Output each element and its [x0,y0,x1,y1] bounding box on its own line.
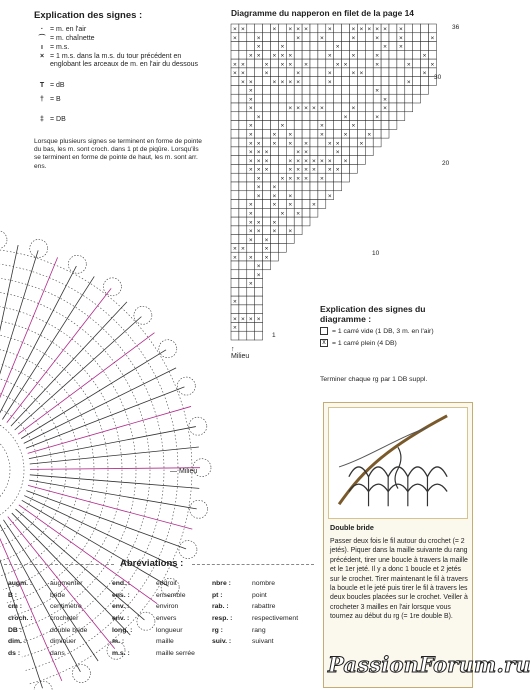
legend-symbol-icon: · [40,26,44,33]
svg-text:×: × [248,210,253,218]
svg-text:×: × [319,131,324,139]
legend-symbol-icon: ı [41,44,43,51]
svg-text:×: × [288,201,293,209]
legend-note: Lorsque plusieurs signes se terminent en forme de pointe du bas, les m. sont croch. dans 1 pt de piqûre. Lorsqu'ils se terminent en forme de pointe de haut, les m. sont arr. ens. [34,138,202,170]
svg-text:×: × [304,26,308,34]
abbr-column [212,578,298,660]
abbr-key: rg : [212,626,223,634]
svg-text:×: × [272,52,277,60]
abbr-key: pt : [212,591,223,599]
abbr-key: ens. : [112,591,130,599]
svg-text:×: × [233,70,237,78]
abbr-key: long. : [112,626,133,634]
legend-symbol-icon: † [40,96,44,103]
svg-text:×: × [248,166,253,174]
abbr-row [8,625,87,637]
svg-text:×: × [280,122,285,130]
svg-text:×: × [375,113,380,121]
diagram-legend-title: Explication des signes du diagramme : [320,304,426,324]
abbr-value: bride [50,591,66,599]
abbr-value: environ [156,603,179,611]
svg-text:×: × [233,298,237,306]
svg-text:×: × [367,131,372,139]
svg-text:×: × [406,78,411,86]
full-square-text: = 1 carré plein (4 DB) [332,339,397,347]
abbr-value: nombre [252,580,276,587]
svg-text:×: × [264,254,269,262]
abbr-value: double bride [50,626,88,634]
legend-symbol-icon: ‡ [40,116,44,123]
svg-text:×: × [296,78,301,86]
svg-text:×: × [256,52,261,60]
double-bride-text: Passer deux fois le fil autour du crochet (= 2 jetés). Piquer dans la maille suivante du rang précédent, tirer une boucle à travers la maille et le 1er jeté. Il y a donc 1 boucle et 2 jetés sur le crochet. Tirer maintenant le fil à travers la boucle et le jeté puis tirer le fil à travers les deux boucles placées sur le crochet. Veiller à crocheter 3 mailles en l'air lorsque vous tournez au début du rg (= 1re double B). [330,538,468,621]
abbreviations-panel [0,548,318,690]
abbr-value: ensemble [156,591,186,599]
abbr-row [112,578,195,590]
svg-text:×: × [233,254,237,262]
svg-text:×: × [240,26,245,34]
abbr-value: respectivement [252,615,299,623]
abbr-key: augm. : [8,580,33,587]
svg-text:×: × [264,166,269,174]
svg-text:×: × [319,122,324,130]
svg-text:×: × [383,26,387,34]
svg-text:×: × [248,78,253,86]
svg-text:×: × [375,87,380,95]
svg-text:×: × [327,52,332,60]
svg-text:×: × [351,105,356,113]
svg-text:×: × [240,61,245,69]
abbr-value: diminuer [50,638,77,646]
abbr-key: m. : [112,638,125,646]
svg-text:×: × [343,113,348,121]
svg-text:×: × [327,26,332,34]
empty-square-text: = 1 carré vide (1 DB, 3 m. en l'air) [332,327,434,335]
svg-text:×: × [288,61,293,69]
legend-text: = m. en l'air [50,26,87,33]
double-bride-illustration [328,407,468,519]
svg-text:×: × [272,228,277,236]
abbr-key: end. : [112,580,131,587]
svg-text:×: × [398,26,403,34]
abbr-key: dim. : [8,638,27,646]
svg-text:×: × [327,192,332,200]
abbr-row [112,590,195,602]
abbr-key: rab. : [212,603,229,611]
svg-text:×: × [327,166,332,174]
svg-text:×: × [248,236,253,244]
svg-text:×: × [335,43,340,51]
abbr-column [8,578,87,660]
svg-text:×: × [256,166,261,174]
svg-text:×: × [280,175,285,183]
milieu-bottom-text: Milieu [231,353,250,360]
abbr-value: longueur [156,626,183,634]
row-number: 10 [372,250,380,257]
legend-row [34,53,200,69]
svg-text:×: × [256,315,261,323]
svg-text:×: × [351,34,356,42]
svg-text:×: × [383,105,387,113]
abbr-divider-right [192,564,314,565]
svg-text:×: × [264,245,269,253]
svg-text:×: × [264,157,269,165]
svg-text:×: × [256,192,261,200]
svg-text:×: × [280,61,285,69]
svg-text:×: × [398,43,403,51]
svg-text:×: × [422,70,427,78]
full-square-legend [320,339,397,347]
svg-text:×: × [248,254,253,262]
svg-text:×: × [280,210,285,218]
svg-text:×: × [248,219,253,227]
abbr-row [112,613,195,625]
svg-text:×: × [264,70,269,78]
svg-text:×: × [296,157,301,165]
abbr-row [8,613,87,625]
legend-row [34,82,200,90]
svg-text:×: × [312,201,316,209]
svg-text:×: × [375,52,380,60]
svg-text:×: × [248,105,253,113]
svg-text:×: × [272,78,277,86]
watermark-logo: PassionForum.ru [328,652,531,677]
svg-text:×: × [319,157,324,165]
svg-text:×: × [280,52,285,60]
legend-symbol-icon: × [39,53,45,60]
empty-square-legend [320,327,434,335]
double-bride-panel [323,402,473,688]
abbr-value: rang [252,626,266,634]
svg-text:×: × [288,131,293,139]
svg-text:×: × [343,131,348,139]
svg-text:×: × [272,140,277,148]
svg-text:×: × [351,26,356,34]
svg-text:×: × [233,245,237,253]
svg-text:×: × [304,149,308,157]
svg-text:×: × [248,122,253,130]
abbr-key: B : [8,591,18,599]
abbr-row [212,625,298,637]
legend-text: = 1 m.s. dans la m.s. du tour précédent en englobant les arceaux de m. en l'air du dessous [50,53,199,68]
svg-text:×: × [240,245,245,253]
svg-text:×: × [319,175,324,183]
abbr-key: croch. : [8,615,33,623]
svg-text:×: × [359,140,364,148]
abbr-value: crocheter [50,615,79,623]
diagram-note: Terminer chaque rg par 1 DB suppl. [320,376,428,383]
abbr-key: m.s. : [112,650,130,658]
svg-text:×: × [351,52,356,60]
svg-text:×: × [398,34,403,42]
svg-text:×: × [256,149,261,157]
abbr-key: ds : [8,650,21,658]
svg-text:×: × [240,70,245,78]
abbr-value: suivant [252,638,274,646]
abbr-row [212,578,298,590]
legend-row [34,44,200,52]
svg-text:×: × [430,61,435,69]
svg-text:×: × [240,315,245,323]
abbr-key: suiv. : [212,638,232,646]
svg-text:×: × [312,105,316,113]
abbr-value: rabattre [252,603,276,611]
svg-text:×: × [256,157,261,165]
svg-text:×: × [248,280,253,288]
svg-text:×: × [383,43,387,51]
svg-text:×: × [422,52,427,60]
svg-text:×: × [296,149,301,157]
svg-text:×: × [319,34,324,42]
svg-text:×: × [296,166,301,174]
svg-text:×: × [264,236,269,244]
row-number: 30 [434,74,442,81]
abbr-row [8,578,87,590]
svg-text:×: × [327,70,332,78]
diagram-title: Diagramme du napperon en filet de la page 14 [231,8,414,18]
svg-text:×: × [288,105,293,113]
svg-text:×: × [288,140,293,148]
svg-text:×: × [319,105,324,113]
abbr-value: dans [50,650,65,658]
svg-text:×: × [233,26,237,34]
svg-text:×: × [233,315,237,323]
svg-text:×: × [256,175,261,183]
abbr-value: maille [156,638,174,646]
svg-text:×: × [335,61,340,69]
svg-text:×: × [359,26,364,34]
svg-text:×: × [256,219,261,227]
abbr-value: endroit [156,580,177,587]
svg-text:×: × [288,157,293,165]
svg-text:×: × [359,70,364,78]
svg-text:×: × [256,263,261,271]
svg-text:×: × [327,78,332,86]
abbr-row [112,636,195,648]
svg-text:×: × [233,61,237,69]
svg-text:×: × [304,140,308,148]
legend-symbol-icon: T [39,82,45,89]
svg-text:×: × [335,166,340,174]
abbr-key: env. : [112,615,130,623]
row-number: 1 [272,332,276,339]
svg-text:×: × [233,34,237,42]
svg-text:×: × [375,61,380,69]
milieu-bottom-label: ↑ Milieu [231,346,250,360]
milieu-label: Milieu [178,468,198,475]
svg-text:×: × [248,149,253,157]
abbr-key: env. : [112,603,130,611]
svg-text:×: × [367,26,372,34]
svg-text:×: × [288,78,293,86]
doily-crochet-chart [0,150,210,545]
abbr-value: augmenter [50,580,83,587]
abbreviations-title: Abréviations : [120,558,184,569]
double-bride-title: Double bride [330,523,374,532]
svg-text:×: × [327,157,332,165]
legend-row [34,35,200,43]
svg-text:×: × [296,70,301,78]
row-number: 36 [452,24,460,31]
row-number: 20 [442,160,450,167]
svg-text:×: × [296,34,301,42]
svg-text:×: × [304,166,308,174]
legend-text: = B [50,96,61,103]
svg-text:×: × [248,201,253,209]
abbr-row [112,601,195,613]
legend-text: = dB [50,82,65,89]
svg-text:×: × [296,210,301,218]
svg-text:×: × [256,184,261,192]
legend-row [34,96,200,104]
svg-text:×: × [304,175,308,183]
svg-text:×: × [264,61,269,69]
abbr-row [8,636,87,648]
svg-text:×: × [312,157,316,165]
abbr-row [8,648,87,660]
svg-text:×: × [351,70,356,78]
svg-text:×: × [335,149,340,157]
milieu-arrow-label: — Milieu [170,468,198,475]
svg-text:×: × [256,140,261,148]
svg-text:×: × [240,78,245,86]
legend-row [34,116,200,124]
legend-title: Explication des signes : [34,10,143,21]
svg-text:×: × [272,131,277,139]
svg-text:×: × [288,228,293,236]
abbr-row [212,590,298,602]
abbr-row [212,613,298,625]
svg-text:×: × [375,26,380,34]
svg-text:×: × [272,219,277,227]
abbr-key: resp. : [212,615,233,623]
svg-text:×: × [304,105,308,113]
svg-text:×: × [296,26,301,34]
empty-square-icon [320,327,328,335]
svg-text:×: × [233,324,237,332]
svg-text:×: × [296,105,301,113]
svg-text:×: × [256,34,261,42]
svg-text:×: × [304,61,308,69]
abbr-value: centimètre [50,603,82,611]
abbr-row [8,590,87,602]
filet-diagram-grid [231,24,438,340]
abbr-column [112,578,195,660]
abbr-row [212,601,298,613]
svg-text:×: × [272,184,277,192]
svg-text:×: × [248,228,253,236]
svg-text:×: × [248,96,253,104]
svg-text:×: × [248,87,253,95]
abbr-key [212,648,252,660]
svg-text:×: × [272,192,277,200]
svg-text:×: × [288,52,293,60]
abbr-key: cm : [8,603,22,611]
svg-text:×: × [375,34,380,42]
svg-text:×: × [256,43,261,51]
svg-text:×: × [430,34,435,42]
svg-text:×: × [280,78,285,86]
svg-text:×: × [406,61,411,69]
abbr-divider-left [4,564,114,565]
abbr-row [8,601,87,613]
legend-text: = DB [50,116,66,123]
svg-text:×: × [312,166,316,174]
svg-text:×: × [343,61,348,69]
svg-text:×: × [288,26,293,34]
svg-text:×: × [248,52,253,60]
abbr-row [212,648,298,660]
full-square-icon: x [320,339,328,347]
abbr-row [112,648,195,660]
svg-text:×: × [296,175,301,183]
legend-row [34,26,200,34]
legend-text: = m.s. [50,44,70,51]
svg-text:×: × [248,157,253,165]
svg-text:×: × [256,113,261,121]
svg-text:×: × [327,140,332,148]
abbr-key: nbre : [212,580,231,587]
svg-text:×: × [288,192,293,200]
legend-text: = m. chaînette [50,35,95,42]
abbr-row [212,636,298,648]
svg-text:×: × [248,140,253,148]
abbr-value: point [252,591,267,599]
svg-text:×: × [248,131,253,139]
svg-text:×: × [256,271,261,279]
abbr-key: DB : [8,626,22,634]
svg-text:×: × [343,157,348,165]
svg-text:×: × [335,140,340,148]
svg-text:×: × [256,228,261,236]
svg-text:×: × [383,96,387,104]
svg-text:×: × [248,315,253,323]
svg-text:×: × [288,166,293,174]
svg-text:×: × [280,43,285,51]
abbr-value: envers [156,615,177,623]
svg-text:×: × [272,26,277,34]
abbr-value: maille serrée [156,650,195,658]
svg-text:×: × [288,175,293,183]
svg-text:×: × [351,122,356,130]
legend-symbol-icon: ⌒ [38,35,46,42]
abbr-row [112,625,195,637]
svg-text:×: × [304,157,308,165]
svg-text:×: × [272,201,277,209]
svg-text:×: × [264,149,269,157]
